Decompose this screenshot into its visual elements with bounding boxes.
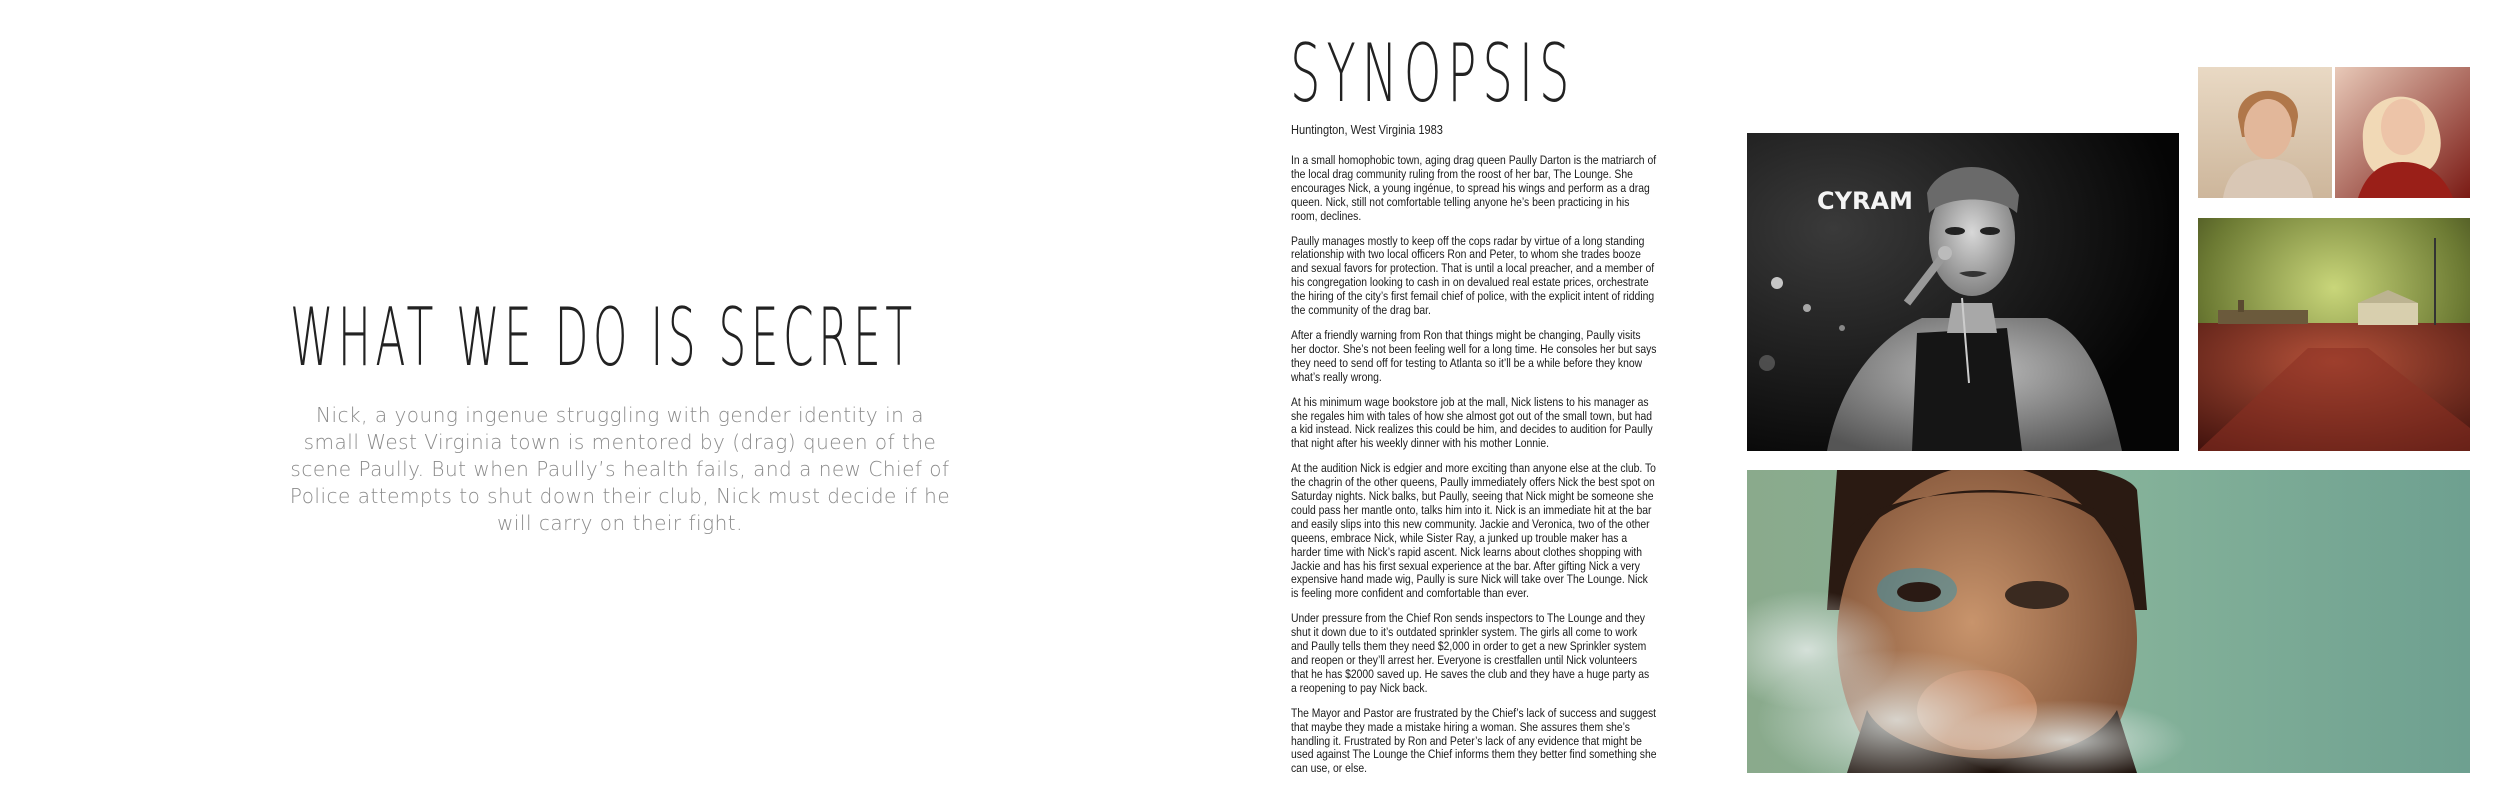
logline: Nick, a young ingenue struggling with gender identity in a small West Virginia town is mentored by (drag) queen of the scene Paully. But when Paully’s health fails, and a new Chief of Police attempts to shut down their club, Nick must decide if he will carry on their fight. bbox=[289, 403, 951, 535]
synopsis-paragraph: At the audition Nick is edgier and more exciting than anyone else at the club. To the chagrin of the other queens, Paully immediately offers Nick the best spot on Saturday nights. Nick balks, but Paully, seeing that Nick might be someone she could pass her mantle onto, talks him into it. Nick is an immediate hit at the bar and easily slips into this new community. Jackie and Veronica, two of the other queens, embrace Nick, while Sister Ray, a junked up trouble maker has a harder time with Nick’s rapid ascent. Nick learns about clothes shopping with Jackie and has his first sexual experience at the bar. After gifting Nick a very expensive hand made wig, Paully is sure Nick will take over The Lounge. Nick is feeling more confident and comfortable than ever. bbox=[1291, 461, 1656, 601]
landscape-photo bbox=[2198, 218, 2470, 451]
smoking-closeup-photo bbox=[1747, 470, 2470, 773]
synopsis-dateline: Huntington, West Virginia 1983 bbox=[1291, 122, 1443, 137]
left-page-title: WHAT WE DO IS SECRET bbox=[290, 291, 917, 384]
synopsis-paragraph: After a friendly warning from Ron that things might be changing, Paully visits her doctor. She’s not been feeling well for a long time. He consoles her but says they need to send off for testing to Atlanta so it’ll be a while before they know what’s really wrong. bbox=[1291, 327, 1657, 384]
synopsis-paragraph: Under pressure from the Chief Ron sends inspectors to The Lounge and they shut it down due to it’s outdated sprinkler system. The girls all come to work and Paully tells them they need $2,000 in order to get a new Sprinkler system and reopen or they’ll arrest her. Everyone is crestfallen until Nick volunteers that he has $2000 saved up. He saves the club and they have a huge party as a reopening to pay Nick back. bbox=[1291, 611, 1650, 695]
synopsis-title: SYNOPSIS bbox=[1290, 27, 1576, 120]
synopsis-paragraph: Paully manages mostly to keep off the cops radar by virtue of a long standing relationship with two local officers Ron and Peter, to whom she trades booze and sexual favors for protection. That is until a local preacher, and a member of his congregation looking to cash in on devalued real estate prices, orchestrate the hiring of the city’s first femail chief of police, with the explicit intent of ridding the community of the drag bar. bbox=[1291, 233, 1655, 318]
synopsis-paragraph: In a small homophobic town, aging drag queen Paully Darton is the matriarch of the local drag community ruling from the roost of her bar, The Lounge. She encourages Nick, a young ingénue, to spread his wings and perform as a drag queen. Nick, still not comfortable telling anyone he’s been practicing in his room, declines. bbox=[1291, 153, 1657, 223]
cyram-sign: CYRAM bbox=[1817, 187, 1913, 215]
synopsis-body bbox=[1291, 154, 1657, 787]
synopsis-paragraph: At his minimum wage bookstore job at the mall, Nick listens to his manager as she regales him with tales of how she almost got out of the small town, but had a kid instead. Nick realizes this could be him, and decides to audition for Paully that night after his weekly dinner with his mother Lonnie. bbox=[1291, 394, 1653, 451]
portraits-photo bbox=[2198, 67, 2470, 198]
synopsis-paragraph: The Mayor and Pastor are frustrated by the Chief’s lack of success and suggest that maybe they made a mistake hiring a woman. She assures them she’s handling it. Frustrated by Ron and Peter’s lack of any evidence that might be used against The Lounge the Chief informs them they better find something she can use, or else. bbox=[1291, 705, 1657, 776]
drag-queen-photo bbox=[1747, 133, 2179, 451]
